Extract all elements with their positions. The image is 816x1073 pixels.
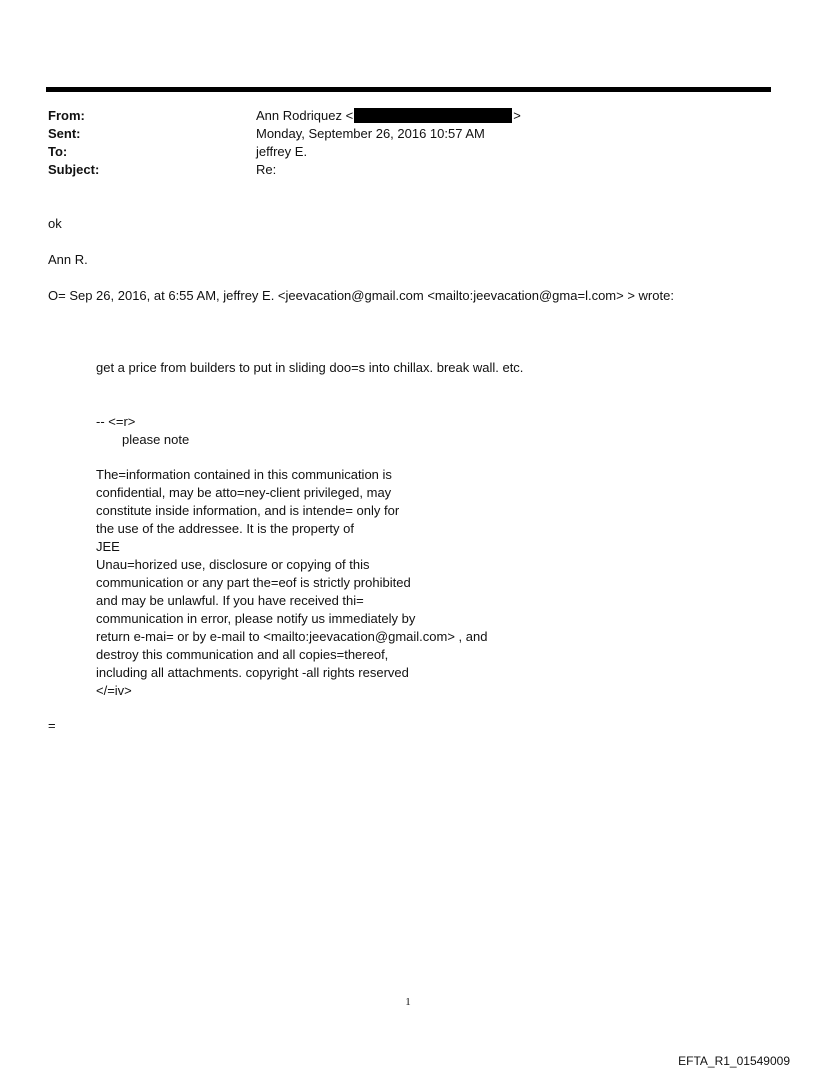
disclaimer-line: return e-mai= or by e-mail to <mailto:jeevacation@gmail.com> , and <box>96 629 488 644</box>
page-number: 1 <box>405 996 411 1008</box>
from-name: Ann Rodriquez < <box>256 108 354 123</box>
subject-value: Re: <box>256 162 277 177</box>
redaction-box <box>354 108 512 123</box>
header-rule <box>46 87 771 92</box>
quoted-message: get a price from builders to put in sliding doo=s into chillax. break wall. etc. <box>96 360 524 375</box>
please-note: please note <box>122 432 190 447</box>
to-label: To: <box>48 144 68 159</box>
signature-marker: -- <=r> <box>96 414 136 429</box>
sent-value: Monday, September 26, 2016 10:57 AM <box>256 126 485 141</box>
disclaimer-line: including all attachments. copyright -all rights reserved <box>96 665 409 680</box>
disclaimer-line: communication in error, please notify us immediately by <box>96 611 416 626</box>
trailing-mark: = <box>48 718 56 733</box>
reply-text: ok <box>48 216 62 231</box>
disclaimer-line: destroy this communication and all copies=thereof, <box>96 647 389 662</box>
disclaimer-line: constitute inside information, and is intende= only for <box>96 503 400 518</box>
quote-intro: O= Sep 26, 2016, at 6:55 AM, jeffrey E. <jeevacation@gmail.com <mailto:jeevacation@gma=l.com> > wrote: <box>48 288 674 303</box>
disclaimer-line: Unau=horized use, disclosure or copying of this <box>96 557 370 572</box>
confidentiality-disclaimer <box>96 466 487 700</box>
disclaimer-line: communication or any part the=eof is strictly prohibited <box>96 575 411 590</box>
disclaimer-line: confidential, may be atto=ney-client privileged, may <box>96 485 392 500</box>
to-value: jeffrey E. <box>256 144 308 159</box>
document-id: EFTA_R1_01549009 <box>678 1054 790 1068</box>
sent-label: Sent: <box>48 126 81 141</box>
disclaimer-line: </=iv> <box>96 683 132 698</box>
signature: Ann R. <box>48 252 88 267</box>
disclaimer-line: the use of the addressee. It is the property of <box>96 521 354 536</box>
from-label: From: <box>48 108 85 123</box>
subject-label: Subject: <box>48 162 100 177</box>
disclaimer-line: The=information contained in this communication is <box>96 467 392 482</box>
disclaimer-line: and may be unlawful. If you have received thi= <box>96 593 364 608</box>
from-close: > <box>513 108 521 123</box>
disclaimer-line: JEE <box>96 539 120 554</box>
from-value <box>256 107 521 125</box>
